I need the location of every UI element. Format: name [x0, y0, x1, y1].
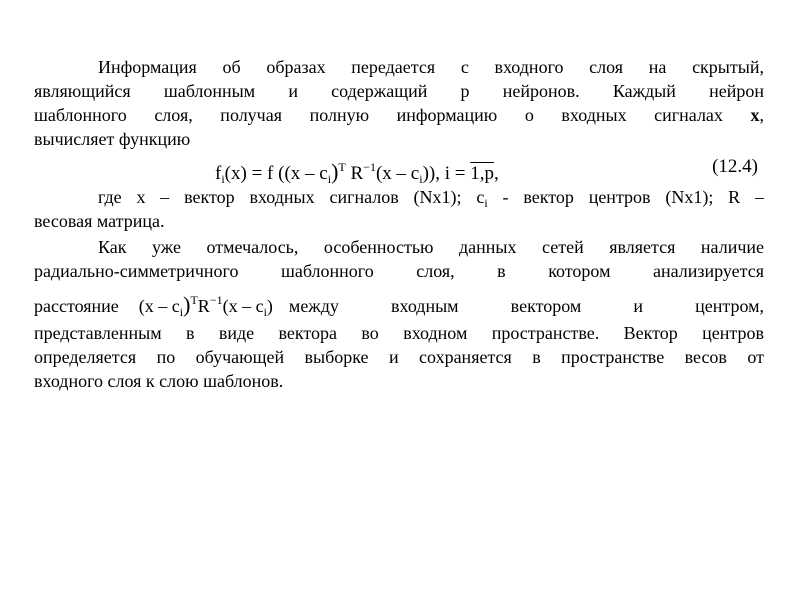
para3-line3-text: расстояние	[34, 296, 119, 316]
inline-formula-exp: −1	[209, 293, 223, 307]
formula-range: 1,p	[470, 163, 494, 184]
para2-line1-text: где x – вектор входных сигналов (Nx1); c	[98, 187, 485, 207]
inline-formula-c: (x – c	[222, 296, 264, 316]
para1-line4: вычисляет функцию	[34, 129, 191, 149]
formula-paren: )	[331, 159, 339, 184]
para2-line1	[34, 186, 764, 208]
formula-R: R	[345, 163, 364, 184]
para1-line3-text: шаблонного слоя, получая полную информацию о входных сигналах	[34, 105, 751, 125]
inline-formula-sub2: i	[263, 305, 267, 319]
para3-line1: Как уже отмечалось, особенностью данных сетей является наличие	[98, 237, 764, 257]
formula-f: f	[215, 163, 222, 184]
formula-transpose: T	[338, 160, 346, 174]
formula-mid: (x – c	[375, 163, 420, 184]
para1-line2: являющийся шаблонным и содержащий p нейронов. Каждый нейрон	[34, 81, 764, 101]
para1-line3	[34, 104, 764, 126]
para2-line2: весовая матрица.	[34, 211, 165, 231]
para3-line2: радиально-симметричного шаблонного слоя, в котором анализируется	[34, 261, 764, 281]
para3-line3	[34, 289, 764, 319]
para1-line3-punct: ,	[759, 105, 764, 125]
para3-line3-rest: между входным вектором и центром,	[288, 296, 764, 316]
para3-line4: представленным в виде вектора во входном пространстве. Вектор центров	[34, 323, 764, 343]
para3-line6: входного слоя к слою шаблонов.	[34, 371, 284, 391]
inline-formula-distance	[139, 289, 273, 323]
formula-tail: )), i =	[422, 163, 471, 184]
formula-sub-ci: i	[327, 172, 332, 186]
formula-sub-ci2: i	[419, 172, 423, 186]
inline-formula-R: R	[197, 296, 210, 316]
formula-lhs: (x) = f ((x – c	[224, 163, 328, 184]
formula-number: (12.4)	[712, 156, 758, 177]
inline-formula-paren: )	[183, 292, 191, 317]
para1-line1: Информация об образах передается с входного слоя на скрытый,	[98, 57, 764, 77]
formula-comma: ,	[493, 163, 499, 184]
inline-formula-a: (x – c	[138, 296, 180, 316]
inline-formula-d: )	[266, 296, 273, 316]
para1-line3-bold: x	[750, 105, 760, 125]
formula-12-4	[0, 154, 800, 186]
para2-line1-rest: - вектор центров (Nx1); R –	[487, 187, 764, 207]
formula-sub-i: i	[221, 172, 225, 186]
inline-formula-T: T	[190, 293, 198, 307]
para3-line5: определяется по обучающей выборке и сохраняется в пространстве весов от	[34, 347, 764, 367]
para2-sub-i: i	[484, 196, 488, 210]
inline-formula-sub1: i	[179, 305, 184, 319]
formula-inverse: −1	[363, 160, 376, 174]
